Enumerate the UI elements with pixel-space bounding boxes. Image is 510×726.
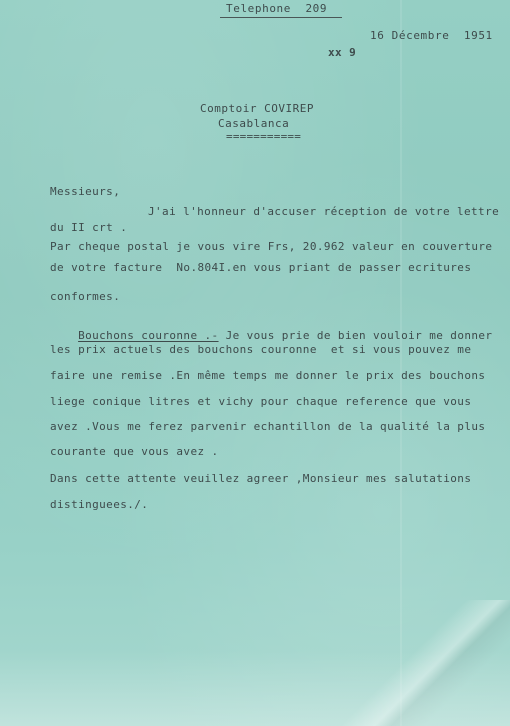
body-line: avez .Vous me ferez parvenir echantillon de la qualité la plus [50,420,486,433]
closing-line: distinguees./. [50,498,149,511]
body-line: courante que vous avez . [50,445,219,458]
addressee-city: Casablanca [218,117,290,130]
body-line: conformes. [50,290,121,303]
body-line: les prix actuels des bouchons couronne et si vous pouvez me [50,343,472,356]
addressee-rule: =========== [226,130,302,143]
salutation: Messieurs, [50,185,121,198]
telephone-line: Telephone 209 [226,2,328,15]
closing-line: Dans cette attente veuillez agreer ,Monsieur mes salutations [50,472,472,485]
paper-fold-vertical [400,0,402,726]
paper-fold [0,650,510,726]
body-line: faire une remise .En même temps me donner le prix des bouchons [50,369,486,382]
reference-code: xx 9 [328,46,357,59]
letter-date: 16 Décembre 1951 [370,29,493,42]
body-line: J'ai l'honneur d'accuser réception de votre lettre [148,205,500,218]
body-line: liege conique litres et vichy pour chaque reference que vous [50,395,472,408]
section-heading: Bouchons couronne .- [78,329,219,342]
body-line: du II crt . [50,221,128,234]
telephone-underline [220,17,342,18]
body-line: Je vous prie de bien vouloir me donner [218,329,493,342]
paper-crease [330,600,510,726]
body-line: de votre facture No.804I.en vous priant de passer ecritures [50,261,472,274]
addressee-name: Comptoir COVIREP [200,102,314,115]
body-line: Par cheque postal je vous vire Frs, 20.962 valeur en couverture [50,240,493,253]
